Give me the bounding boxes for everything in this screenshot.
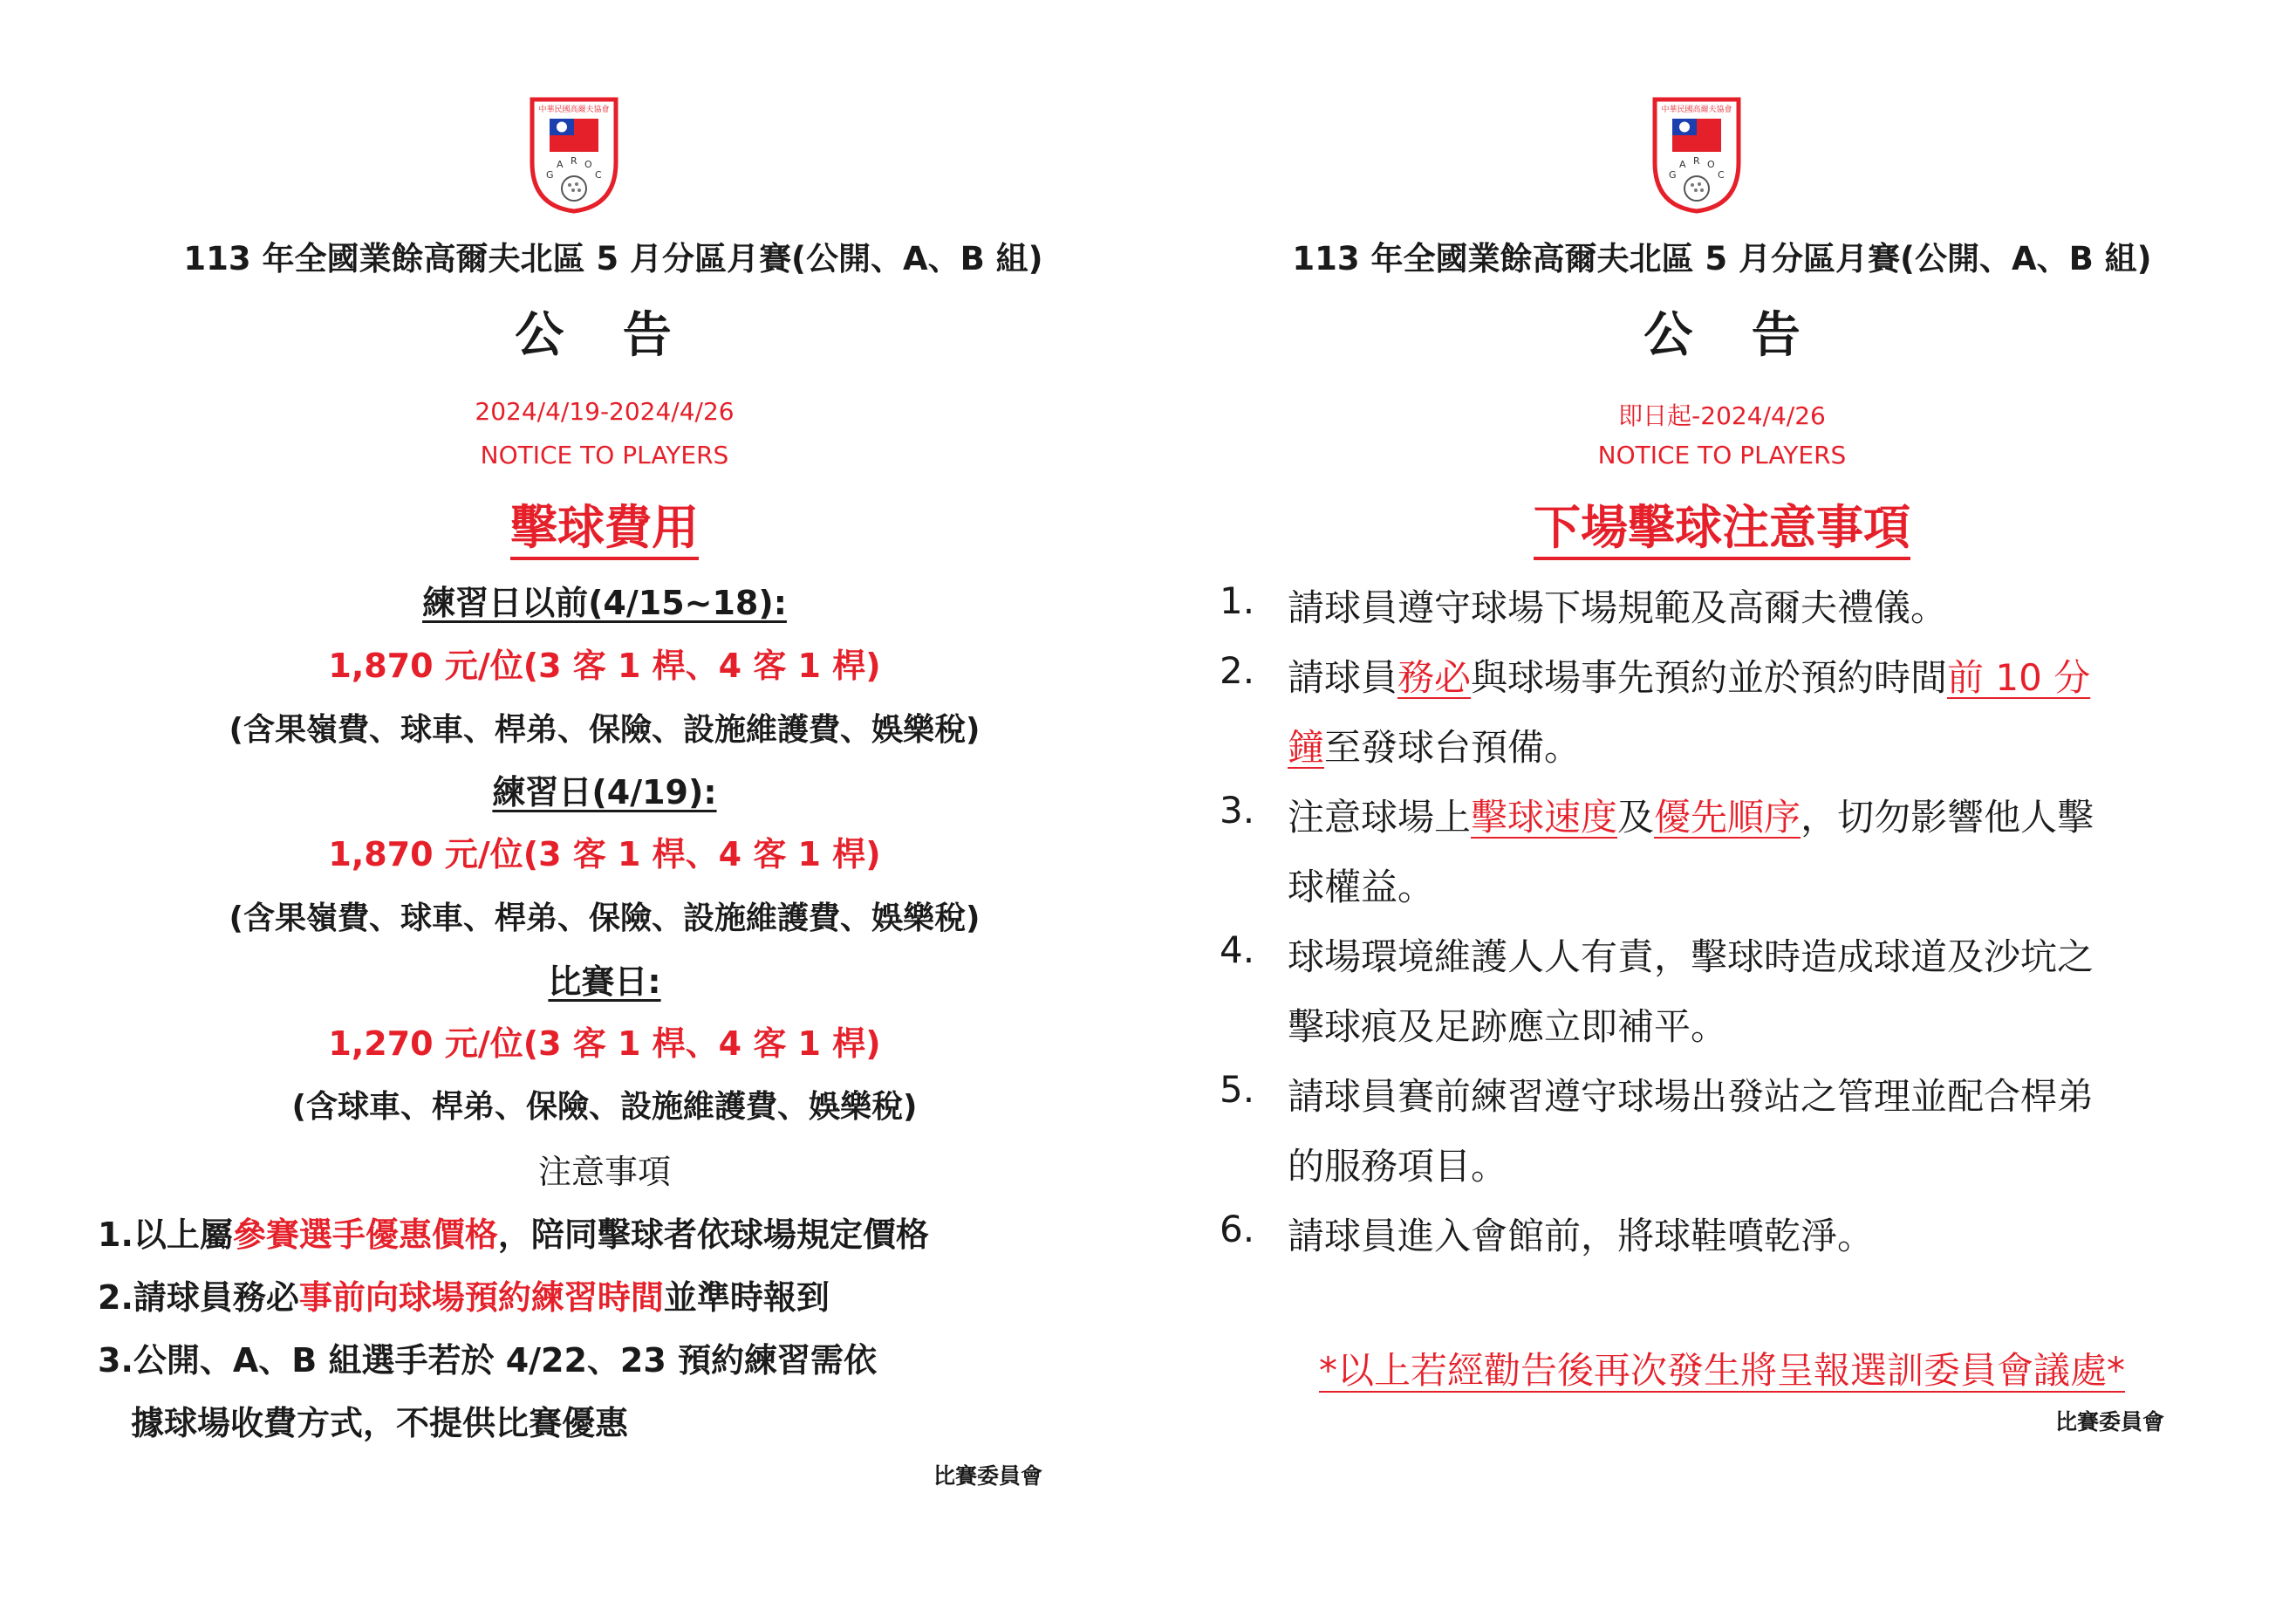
rule-number-3: 3.	[1220, 789, 1255, 832]
svg-text:A: A	[557, 159, 564, 170]
rule-item-2-continued: 鐘至發球台預備。	[1288, 726, 1582, 769]
svg-text:O: O	[584, 159, 592, 170]
note-item-3-continued: 據球場收費方式，不提供比賽優惠	[131, 1404, 629, 1442]
rule-number-2: 2.	[1220, 649, 1255, 692]
rule-item-5-continued: 的服務項目。	[1288, 1145, 1508, 1188]
note-item-3: 3.公開、A、B 組選手若於 4/22、23 預約練習需依	[98, 1341, 878, 1380]
fee-price-match: 1,270 元/位(3 客 1 桿、4 客 1 桿)	[328, 1024, 881, 1063]
rule-item-4: 球場環境維護人人有責，擊球時造成球道及沙坑之	[1288, 935, 2094, 978]
rule-item-6: 請球員進入會館前，將球鞋噴乾淨。	[1288, 1215, 1875, 1257]
svg-text:R: R	[1693, 155, 1700, 167]
fee-label-practice: 練習日(4/19):	[492, 773, 717, 811]
announcement-heading: 公 告	[515, 307, 693, 364]
fee-label-pre-practice: 練習日以前(4/15~18):	[422, 584, 787, 622]
note-item-1: 1.以上屬參賽選手優惠價格，陪同擊球者依球場規定價格	[98, 1215, 929, 1254]
note-item-2: 2.請球員務必事前向球場預約練習時間並準時報到	[98, 1278, 830, 1317]
garoc-logo-icon	[527, 94, 621, 215]
svg-text:G: G	[546, 169, 554, 181]
svg-text:C: C	[1718, 169, 1725, 181]
announcement-heading: 公 告	[1643, 307, 1821, 364]
rules-heading: 下場擊球注意事項	[1534, 500, 1910, 560]
page-title: 113 年全國業餘高爾夫北區 5 月分區月賽(公開、A、B 組)	[183, 240, 1043, 277]
section-heading	[1148, 490, 2296, 558]
notice-to-players: NOTICE TO PLAYERS	[1597, 441, 1847, 469]
fee-includes-match: (含球車、桿弟、保險、設施維護費、娛樂稅)	[291, 1089, 918, 1125]
signature: 比賽委員會	[933, 1463, 1043, 1489]
rule-number-5: 5.	[1220, 1068, 1255, 1111]
notice-to-players: NOTICE TO PLAYERS	[480, 441, 729, 469]
rule-item-3-continued: 球權益。	[1288, 866, 1435, 908]
notice-date: 2024/4/19-2024/4/26	[475, 397, 735, 426]
rule-item-4-continued: 擊球痕及足跡應立即補平。	[1288, 1005, 1728, 1048]
svg-text:中華民國高爾夫協會: 中華民國高爾夫協會	[1661, 106, 1732, 114]
svg-text:A: A	[1679, 159, 1686, 170]
warning-line	[1148, 1342, 2296, 1394]
rule-item-1: 請球員遵守球場下場規範及高爾夫禮儀。	[1288, 586, 1948, 629]
fee-includes-pre-practice: (含果嶺費、球車、桿弟、保險、設施維護費、娛樂稅)	[229, 712, 981, 748]
notice-date: 即日起-2024/4/26	[1618, 401, 1826, 430]
fee-price-pre-practice: 1,870 元/位(3 客 1 桿、4 客 1 桿)	[328, 647, 881, 685]
fee-price-practice: 1,870 元/位(3 客 1 桿、4 客 1 桿)	[328, 835, 881, 873]
signature: 比賽委員會	[2055, 1409, 2165, 1435]
svg-text:C: C	[595, 169, 602, 181]
fee-includes-practice: (含果嶺費、球車、桿弟、保險、設施維護費、娛樂稅)	[229, 900, 981, 936]
rule-item-2: 請球員務必與球場事先預約並於預約時間前 10 分	[1288, 656, 2091, 699]
rule-number-1: 1.	[1220, 579, 1255, 622]
notes-title: 注意事項	[537, 1153, 671, 1191]
svg-text:G: G	[1669, 169, 1677, 181]
garoc-logo-icon	[1650, 94, 1744, 215]
rule-number-6: 6.	[1220, 1208, 1255, 1250]
fee-heading: 擊球費用	[510, 500, 699, 560]
svg-text:中華民國高爾夫協會: 中華民國高爾夫協會	[538, 106, 610, 114]
rule-item-3: 注意球場上擊球速度及優先順序，切勿影響他人擊	[1288, 796, 2094, 839]
rule-item-5: 請球員賽前練習遵守球場出發站之管理並配合桿弟	[1288, 1075, 2094, 1118]
svg-text:R: R	[571, 155, 577, 167]
section-heading	[26, 490, 1183, 558]
fee-label-match: 比賽日:	[548, 962, 661, 1001]
svg-text:O: O	[1707, 159, 1715, 170]
warning-text: *以上若經勸告後再次發生將呈報選訓委員會議處*	[1318, 1349, 2125, 1392]
page-title: 113 年全國業餘高爾夫北區 5 月分區月賽(公開、A、B 組)	[1292, 240, 2152, 277]
right-announcement-panel	[1148, 0, 2296, 1616]
rule-number-4: 4.	[1220, 928, 1255, 971]
